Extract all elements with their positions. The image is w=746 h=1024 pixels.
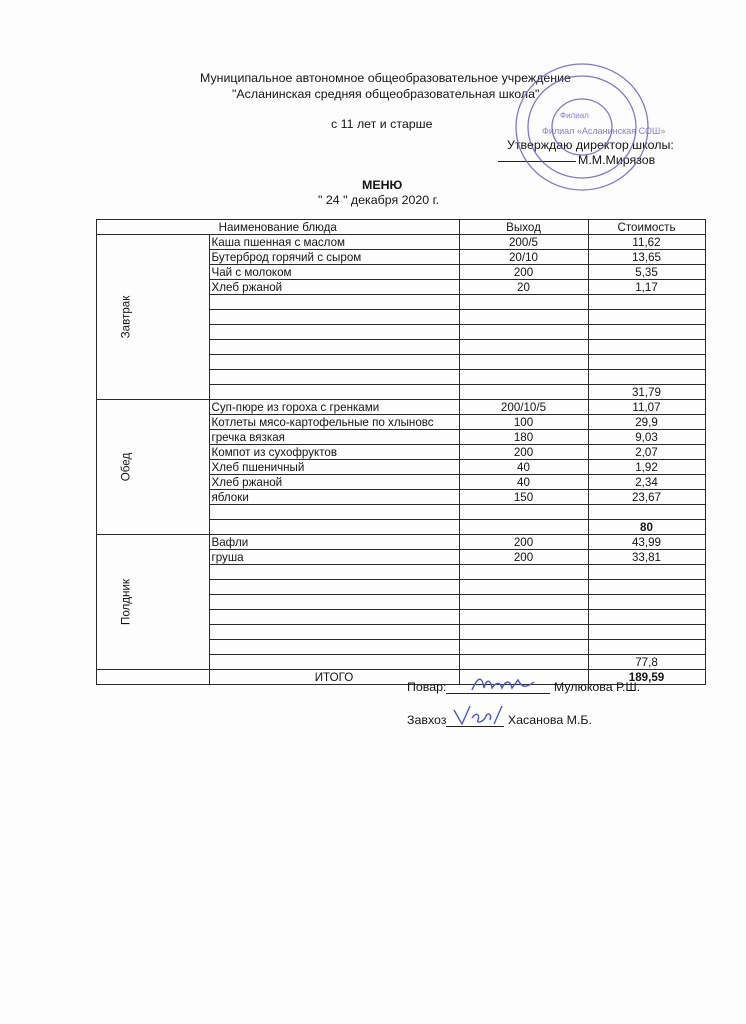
dish-name: Хлеб ржаной (209, 475, 459, 490)
empty-cell (209, 325, 459, 340)
dish-name: Чай с молоком (209, 265, 459, 280)
empty-cell (588, 505, 705, 520)
empty-cell (209, 340, 459, 355)
empty-cell (588, 355, 705, 370)
empty-cell (459, 580, 588, 595)
section-label (97, 235, 210, 400)
dish-output: 100 (459, 415, 588, 430)
dish-name: гречка вязкая (209, 430, 459, 445)
dish-output: 200 (459, 445, 588, 460)
empty-cell (459, 385, 588, 400)
menu-body (97, 235, 706, 685)
dish-cost: 11,07 (588, 400, 705, 415)
empty-cell (588, 310, 705, 325)
empty-cell (459, 505, 588, 520)
dish-name: Суп-пюре из гороха с гренками (209, 400, 459, 415)
empty-cell (209, 295, 459, 310)
dish-cost: 11,62 (588, 235, 705, 250)
subtotal-cost: 31,79 (588, 385, 705, 400)
dish-output: 200/10/5 (459, 400, 588, 415)
table-row (97, 535, 706, 550)
org-name-line1: Муниципальное автономное общеобразовательное учреждение (200, 71, 571, 85)
empty-cell (588, 325, 705, 340)
cook-signature-icon (468, 672, 538, 698)
dish-cost: 43,99 (588, 535, 705, 550)
empty-cell (209, 595, 459, 610)
empty-cell (588, 625, 705, 640)
dish-name: Котлеты мясо-картофельные по хлыновс (209, 415, 459, 430)
empty-cell (588, 640, 705, 655)
dish-name: груша (209, 550, 459, 565)
table-row (97, 235, 706, 250)
empty-cell (588, 580, 705, 595)
menu-table (96, 219, 706, 685)
dish-name: Хлеб пшеничный (209, 460, 459, 475)
dish-name: Хлеб ржаной (209, 280, 459, 295)
dish-name: яблоки (209, 490, 459, 505)
dish-output: 40 (459, 460, 588, 475)
section-label-text: Обед (119, 452, 132, 482)
section-label (97, 535, 210, 670)
official-stamp-icon (512, 60, 666, 195)
empty-cell (209, 355, 459, 370)
age-group: с 11 лет и старше (331, 117, 433, 131)
empty-cell (459, 370, 588, 385)
dish-name: Каша пшенная с маслом (209, 235, 459, 250)
menu-date: " 24 " декабря 2020 г. (318, 193, 440, 207)
dish-output: 200/5 (459, 235, 588, 250)
empty-cell (209, 565, 459, 580)
page-title: МЕНЮ (362, 178, 403, 192)
dish-cost: 2,07 (588, 445, 705, 460)
empty-cell (209, 625, 459, 640)
empty-cell (459, 595, 588, 610)
empty-cell (209, 610, 459, 625)
storekeeper-name: Хасанова М.Б. (507, 713, 592, 727)
dish-output: 180 (459, 430, 588, 445)
empty-cell (588, 565, 705, 580)
dish-cost: 33,81 (588, 550, 705, 565)
dish-output: 200 (459, 535, 588, 550)
cook-label: Повар: (407, 680, 447, 694)
dish-cost: 1,92 (588, 460, 705, 475)
dish-cost: 9,03 (588, 430, 705, 445)
svg-text:Филиал: Филиал (560, 111, 589, 120)
section-label-text: Завтрак (119, 295, 132, 339)
empty-cell (588, 610, 705, 625)
cost-header: Стоимость (588, 220, 705, 235)
dish-output: 200 (459, 265, 588, 280)
empty-cell (209, 520, 459, 535)
empty-cell (588, 295, 705, 310)
empty-cell (459, 655, 588, 670)
empty-cell (459, 340, 588, 355)
empty-cell (97, 670, 210, 685)
storekeeper-signature-icon (450, 702, 510, 728)
dish-cost: 23,67 (588, 490, 705, 505)
empty-cell (588, 370, 705, 385)
storekeeper-label: Завхоз (407, 713, 447, 727)
empty-cell (459, 355, 588, 370)
dish-output: 200 (459, 550, 588, 565)
output-header: Выход (459, 220, 588, 235)
empty-cell (209, 310, 459, 325)
total-label: ИТОГО (209, 670, 459, 685)
dish-output: 20 (459, 280, 588, 295)
empty-cell (209, 385, 459, 400)
section-label (97, 400, 210, 535)
dish-output: 40 (459, 475, 588, 490)
empty-cell (459, 610, 588, 625)
empty-cell (209, 655, 459, 670)
dish-output: 150 (459, 490, 588, 505)
dish-cost: 2,34 (588, 475, 705, 490)
dish-cost: 13,65 (588, 250, 705, 265)
cook-name: Мулюкова Р.Ш. (553, 680, 641, 694)
svg-text:Филиал «Асланинская СОШ»: Филиал «Асланинская СОШ» (542, 126, 666, 136)
empty-cell (209, 580, 459, 595)
director-name: М.М.Мирязов (578, 153, 656, 167)
empty-cell (459, 310, 588, 325)
empty-cell (209, 370, 459, 385)
dish-name: Вафли (209, 535, 459, 550)
subtotal-cost: 80 (588, 520, 705, 535)
empty-cell (588, 340, 705, 355)
table-row (97, 400, 706, 415)
subtotal-cost: 77,8 (588, 655, 705, 670)
section-header-cell: Наименование блюда (97, 220, 460, 235)
dish-cost: 5,35 (588, 265, 705, 280)
dish-output: 20/10 (459, 250, 588, 265)
empty-cell (459, 625, 588, 640)
dish-cost: 29,9 (588, 415, 705, 430)
dish-name: Бутерброд горячий с сыром (209, 250, 459, 265)
empty-cell (459, 520, 588, 535)
empty-cell (209, 505, 459, 520)
dish-name: Компот из сухофруктов (209, 445, 459, 460)
section-label-text: Полдник (119, 579, 132, 626)
total-cost: 189,59 (588, 670, 705, 685)
empty-cell (459, 640, 588, 655)
org-name-line2: "Асланинская средняя общеобразовательная школа" (232, 87, 540, 101)
approval-line: Утверждаю директор школы: (507, 138, 674, 152)
empty-cell (588, 595, 705, 610)
dish-cost: 1,17 (588, 280, 705, 295)
empty-cell (459, 565, 588, 580)
empty-cell (459, 295, 588, 310)
empty-cell (459, 325, 588, 340)
empty-cell (209, 640, 459, 655)
